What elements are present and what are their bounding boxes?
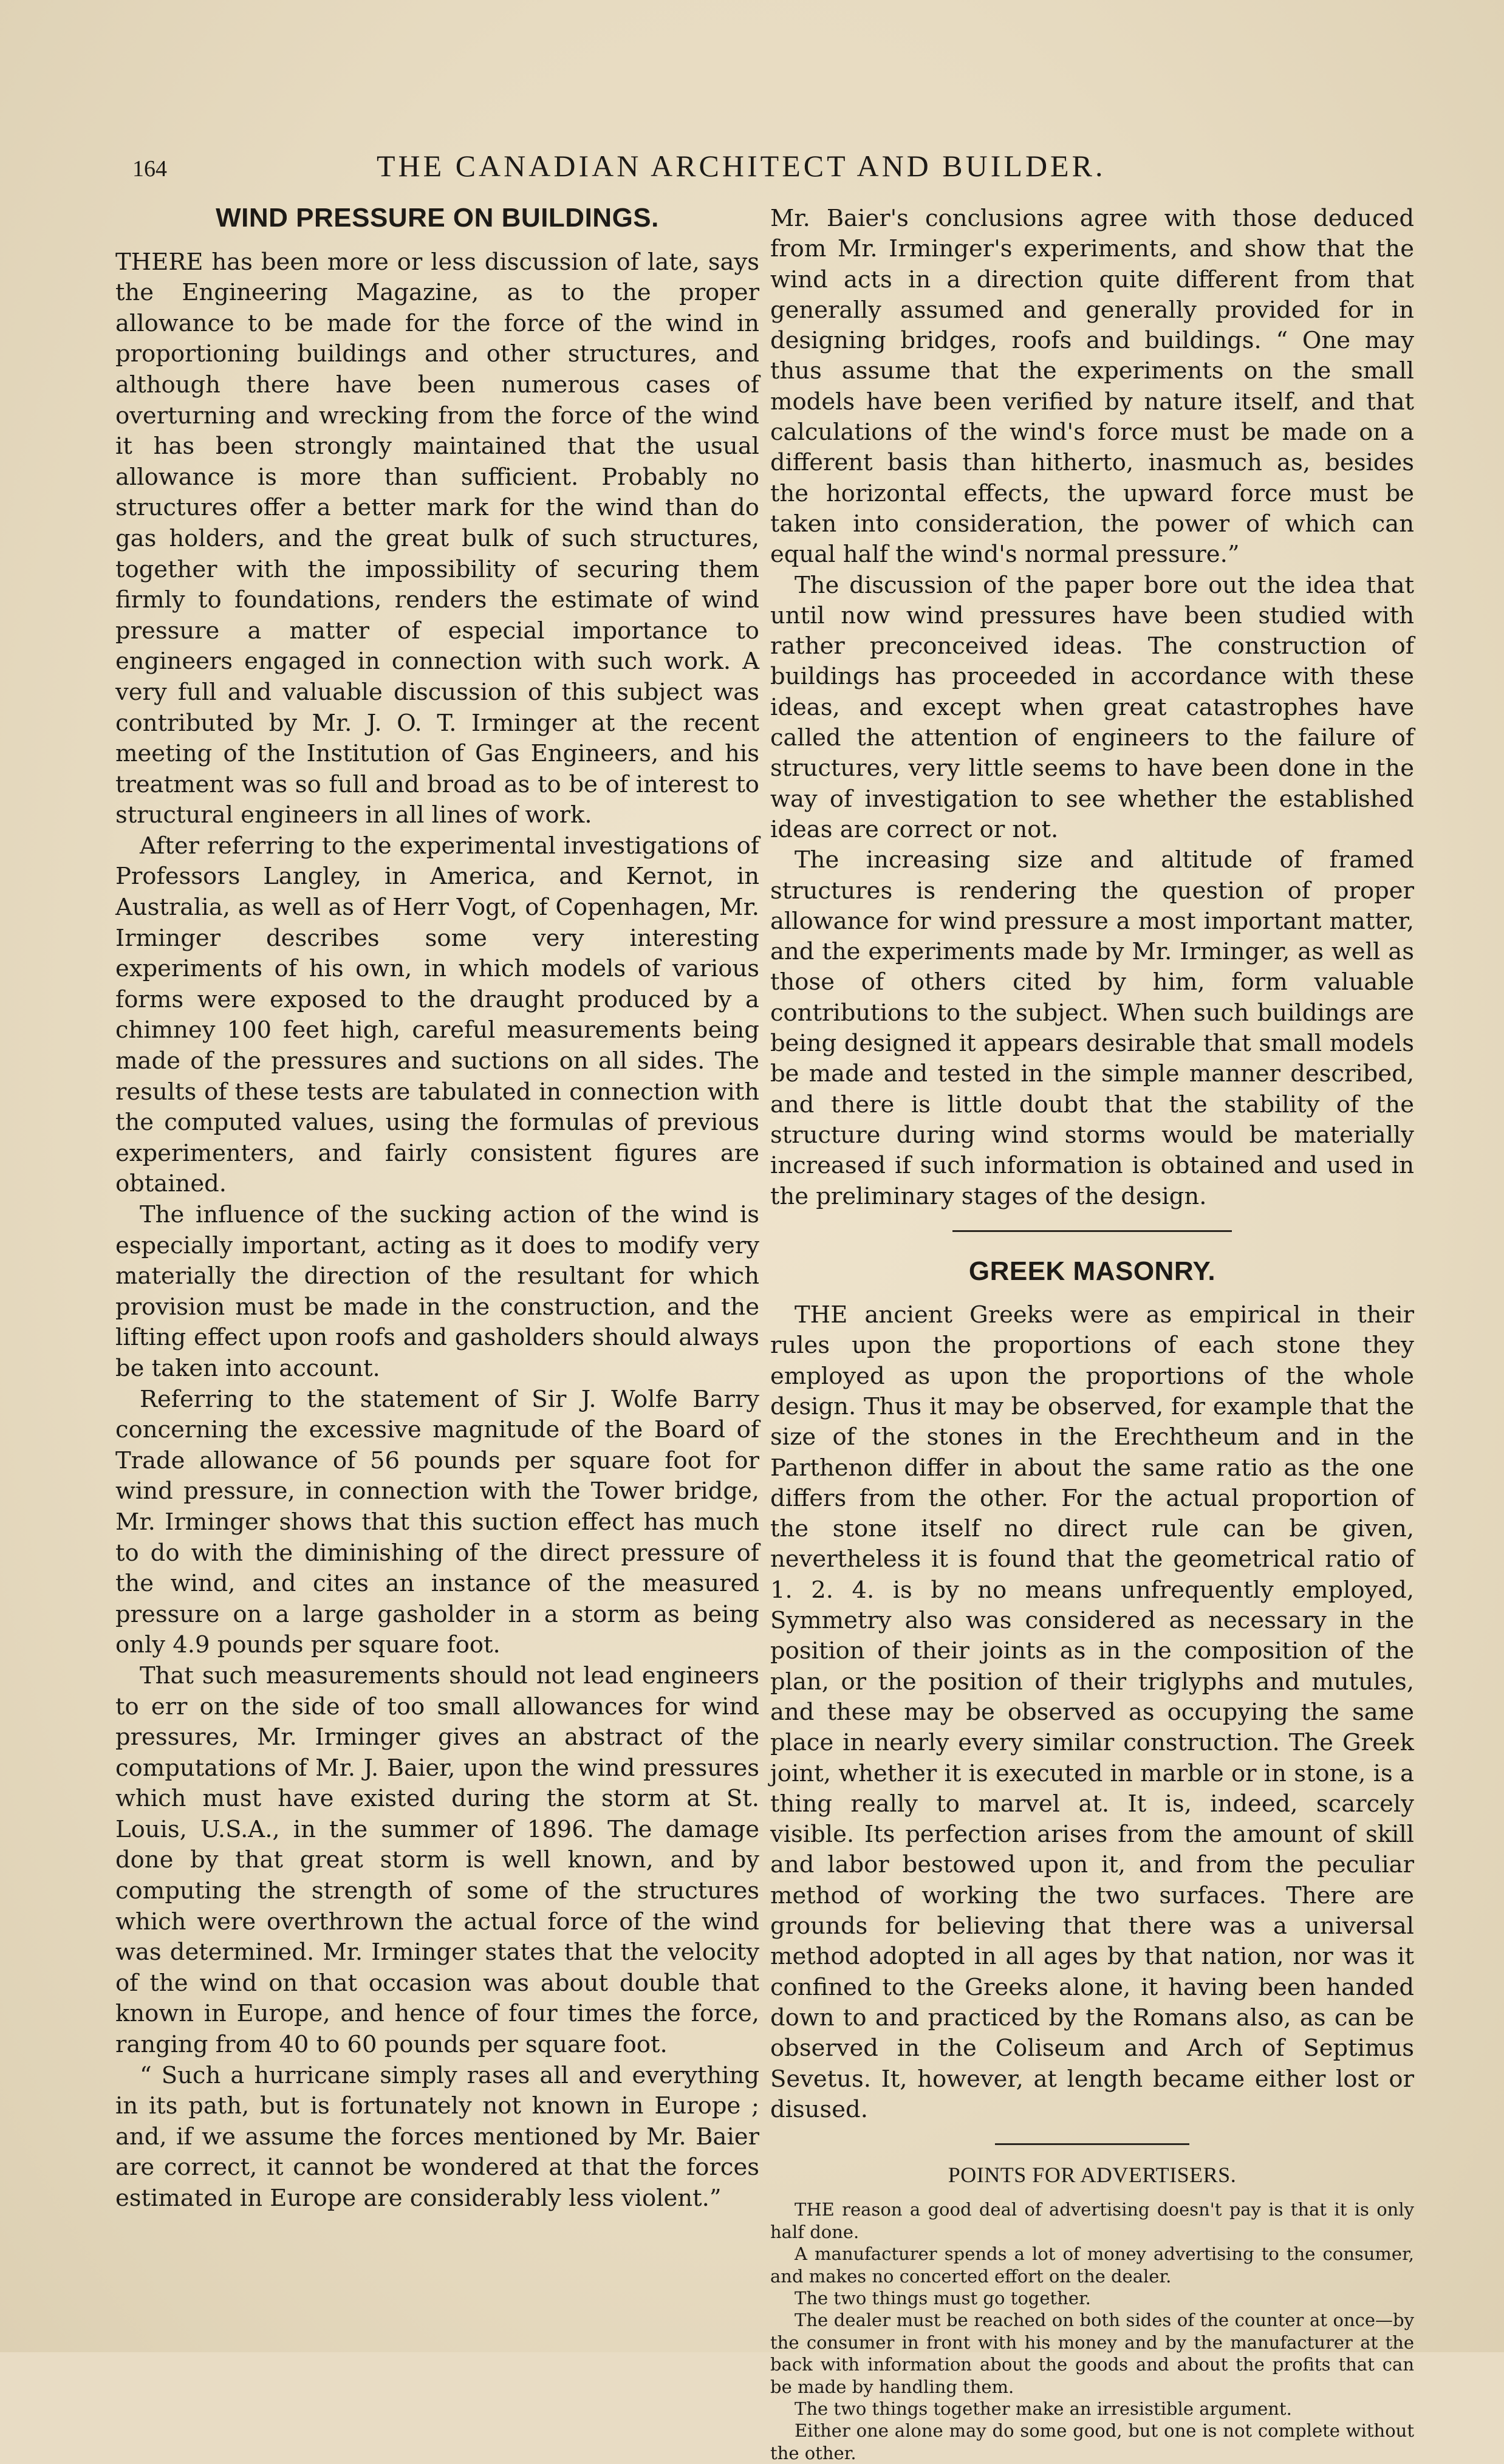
wind-pressure-paragraph: “ Such a hurricane simply rases all and everything in its path, but is fortunately not known in Europe ; and, if we assume the forces mentioned by Mr. Baier are correct, it cannot be wondered at that the forces estimated in Europe are considerably less violent.” — [115, 2061, 759, 2212]
wind-pressure-paragraph: The influence of the sucking action of the wind is especially important, acting as it does to modify very materially the direction of the resultant for which provision must be made in the construction, and the lifting effect upon roofs and gasholders should always be taken into account. — [115, 1201, 759, 1382]
journal-title: THE CANADIAN ARCHITECT AND BUILDER. — [377, 149, 1106, 183]
wind-pressure-paragraph: After referring to the experimental investigations of Professors Langley, in America, and Kernot, in Australia, as well as of Herr Vogt, of Copenhagen, Mr. Irminger describes some very interesting experiments of his own, in which models of various forms were exposed to the draught produced by a chimney 100 feet high, careful measurements being made of the pressures and suctions on all sides. The results of these tests are tabulated in connection with the computed values, using the formulas of previous experimenters, and fairly consistent figures are obtained. — [115, 832, 759, 1198]
greek-masonry-paragraph: THE ancient Greeks were as empirical in their rules upon the proportions of each stone they employed as upon the proportions of the whole design. Thus it may be observed, for example that the size of the stones in the Erechtheum and in the Parthenon differ in about the same ratio as the one differs from the other. For the actual proportion of the stone itself no direct rule can be given, nevertheless it is found that the geometrical ratio of 1. 2. 4. is by no means unfrequently employed, Symmetry also was considered as necessary in the position of their joints as in the composition of the plan, or the position of their triglyphs and mutules, and these may be observed as occupying the same place in nearly every similar construction. The Greek joint, whether it is executed in marble or in stone, is a thing really to marvel at. It is, indeed, scarcely visible. Its perfection arises from the amount of skill and labor bestowed upon it, and from the peculiar method of working the two surfaces. There are grounds for believing that there was a universal method adopted in all ages by that nation, nor was it confined to the Greeks alone, it having been handed down to and practiced by the Romans also, as can be observed in the Coliseum and Arch of Septimus Sevetus. It, however, at length became either lost or disused. — [770, 1301, 1414, 2123]
wind-pressure-paragraph: Referring to the statement of Sir J. Wolfe Barry concerning the excessive magnitude of the Board of Trade allowance of 56 pounds per square foot for wind pressure, in connection with the Tower bridge, Mr. Irminger shows that this suction effect has much to do with the diminishing of the direct pressure of the wind, and cites an instance of the measured pressure on a large gasholder in a storm as being only 4.9 pounds per square foot. — [115, 1385, 759, 1659]
advertisers-paragraph: A manufacturer spends a lot of money advertising to the consumer, and makes no concerted effort on the dealer. — [770, 2243, 1414, 2287]
right-column — [770, 204, 1414, 2464]
advertisers-paragraph: The two things together make an irresistible argument. — [795, 2398, 1292, 2420]
running-head — [0, 145, 1504, 193]
wind-pressure-paragraph: The increasing size and altitude of framed structures is rendering the question of proper allowance for wind pressure a most important matter, and the experiments made by Mr. Irminger, as well as those of others cited by him, form valuable contributions to the subject. When such buildings are being designed it appears desirable that small models be made and tested in the simple manner described, and there is little doubt that the stability of the structure during wind storms would be materially increased if such information is obtained and used in the preliminary stages of the design. — [770, 846, 1414, 1210]
advertisers-paragraph: Either one alone may do some good, but one is not complete without the other. — [770, 2420, 1414, 2463]
greek-masonry-title: GREEK MASONRY. — [968, 1256, 1216, 1286]
left-column — [115, 193, 759, 2214]
advertisers-section — [770, 2160, 1414, 2464]
section-divider — [952, 1230, 1232, 1232]
section-divider — [995, 2143, 1189, 2145]
wind-pressure-paragraph: THERE has been more or less discussion of late, says the Engineering Magazine, as to the proper allowance to be made for the force of the wind in proportioning buildings and other structures, and although there have been numerous cases of overturning and wrecking from the force of the wind it has been strongly maintained that the usual allowance is more than sufficient. Probably no structures offer a better mark for the wind than do gas holders, and the great bulk of such structures, together with the impossibility of securing them firmly to foundations, renders the estimate of wind pressure a matter of especial importance to engineers engaged in connection with such work. A very full and valuable discussion of this subject was contributed by Mr. J. O. T. Irminger at the recent meeting of the Institution of Gas Engineers, and his treatment was so full and broad as to be of interest to structural engineers in all lines of work. — [115, 248, 759, 829]
advertisers-paragraph: The two things must go together. — [795, 2288, 1091, 2309]
wind-pressure-paragraph: Mr. Baier's conclusions agree with those deduced from Mr. Irminger's experiments, and show that the wind acts in a direction quite different from that generally assumed and generally provided for in designing bridges, roofs and buildings. “ One may thus assume that the experiments on the small models have been verified by nature itself, and that calculations of the wind's force must be made on a different basis than hitherto, inasmuch as, besides the horizontal effects, the upward force must be taken into consideration, the power of which can equal half the wind's normal pressure.” — [770, 205, 1414, 569]
advertisers-paragraph: The dealer must be reached on both sides of the counter at once—by the consumer in front with his money and by the manufacturer at the back with information about the goods and about the profits that can be made by handling them. — [770, 2310, 1414, 2397]
page-number: 164 — [132, 156, 167, 182]
wind-pressure-paragraph: The discussion of the paper bore out the idea that until now wind pressures have been studied with rather preconceived ideas. The construction of buildings has proceeded in accordance with these ideas, and except when great catastrophes have called the attention of engineers to the failure of structures, very little seems to have been done in the way of investigation to see whether the established ideas are correct or not. — [770, 571, 1414, 843]
advertisers-paragraph: THE reason a good deal of advertising doesn't pay is that it is only half done. — [770, 2199, 1414, 2242]
wind-pressure-paragraph: That such measurements should not lead engineers to err on the side of too small allowances for wind pressures, Mr. Irminger gives an abstract of the computations of Mr. J. Baier, upon the wind pressures which must have existed during the storm at St. Louis, U.S.A., in the summer of 1896. The damage done by that great storm is well known, and by computing the strength of some of the structures which were overthrown the actual force of the wind was determined. Mr. Irminger states that the velocity of the wind on that occasion was about double that known in Europe, and hence of four times the force, ranging from 40 to 60 pounds per square foot. — [115, 1661, 759, 2059]
wind-pressure-title: WIND PRESSURE ON BUILDINGS. — [216, 203, 659, 233]
advertisers-title: POINTS FOR ADVERTISERS. — [948, 2163, 1237, 2188]
